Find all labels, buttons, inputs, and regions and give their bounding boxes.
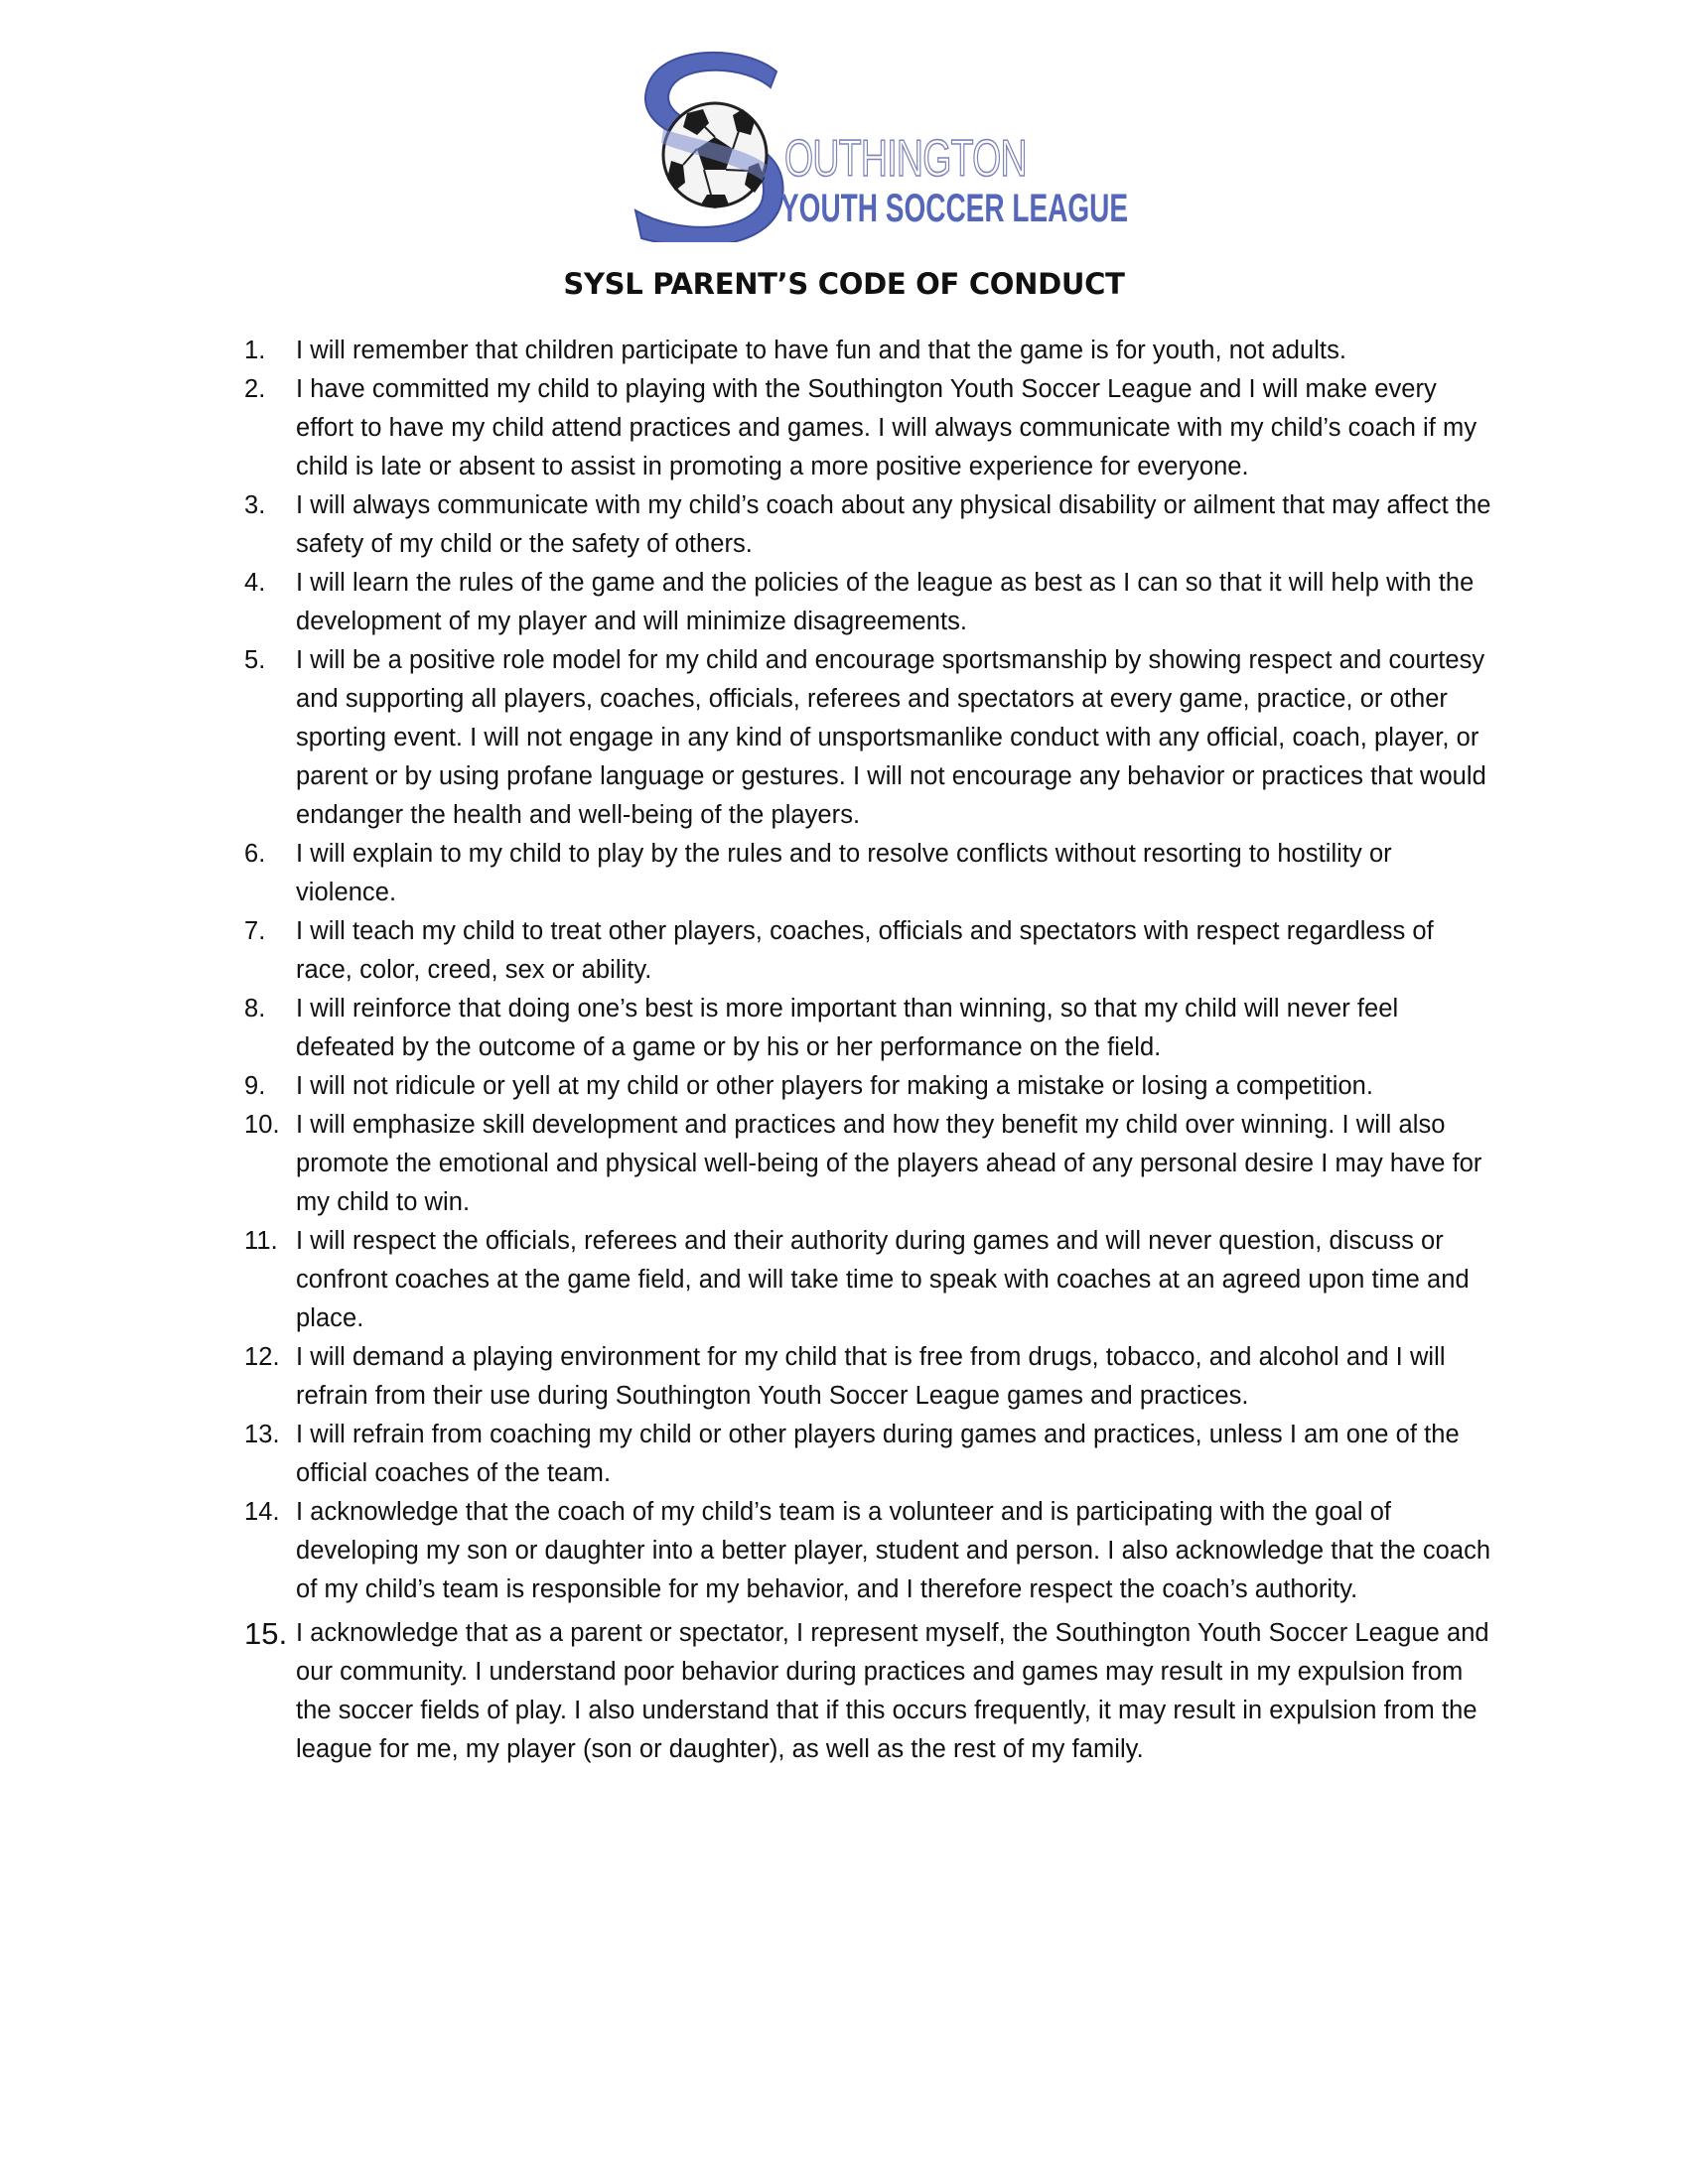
rule-number: 1. <box>244 337 266 364</box>
rule-text: I will always communicate with my child’s coach about any physical disability or ailment that may affect the safety of my child or the safety of others. <box>296 491 1491 558</box>
logo-text-southington: OUTHINGTON <box>784 130 1027 188</box>
league-logo <box>628 44 1129 242</box>
rule-text: I will remember that children participate to have fun and that the game is for youth, not adults. <box>296 337 1347 364</box>
rule-number: 9. <box>244 1072 266 1100</box>
rule-item <box>244 1067 1495 1106</box>
rule-text: I will emphasize skill development and practices and how they benefit my child over winning. I will also promote the emotional and physical well-being of the players ahead of any personal desire I may have for my child to win. <box>296 1111 1482 1216</box>
rule-number: 15. <box>244 1616 288 1651</box>
rule-number: 6. <box>244 840 266 868</box>
rule-item <box>244 1222 1495 1338</box>
rule-number: 4. <box>244 569 266 597</box>
rule-item <box>244 486 1495 564</box>
page-title: SYSL PARENT’S CODE OF CONDUCT <box>563 267 1125 301</box>
rule-text: I will respect the officials, referees and their authority during games and will never question, discuss or confront coaches at the game field, and will take time to speak with coaches at an agreed upon time and place. <box>296 1227 1470 1332</box>
rule-number: 7. <box>244 917 266 945</box>
rule-number: 2. <box>244 375 266 403</box>
rule-text: I will teach my child to treat other players, coaches, officials and spectators with respect regardless of race, color, creed, sex or ability. <box>296 917 1434 984</box>
rule-text: I acknowledge that as a parent or spectator, I represent myself, the Southington Youth Soccer League and our community. I understand poor behavior during practices and games may result in my expulsion from the soccer fields of play. I also understand that if this occurs frequently, it may result in expulsion from the league for me, my player (son or daughter), as well as the rest of my family. <box>296 1619 1489 1763</box>
rule-item <box>244 1493 1495 1609</box>
rule-item <box>244 564 1495 641</box>
rule-number: 3. <box>244 491 266 519</box>
rule-item <box>244 1614 1495 1769</box>
rule-text: I will be a positive role model for my child and encourage sportsmanship by showing respect and courtesy and supporting all players, coaches, officials, referees and spectators at every game, practice, or other sporting event. I will not engage in any kind of unsportsmanlike conduct with any official, coach, player, or parent or by using profane language or gestures. I will not encourage any behavior or practices that would endanger the health and well-being of the players. <box>296 646 1486 829</box>
rule-text: I will refrain from coaching my child or other players during games and practices, unless I am one of the official coaches of the team. <box>296 1421 1460 1487</box>
rule-number: 11. <box>244 1227 278 1255</box>
logo-text-youth-soccer-league: YOUTH SOCCER LEAGUE <box>780 187 1129 230</box>
rule-number: 10. <box>244 1111 280 1139</box>
rule-item <box>244 1106 1495 1222</box>
rule-item <box>244 912 1495 990</box>
rule-number: 12. <box>244 1343 280 1371</box>
rule-item <box>244 1338 1495 1416</box>
rule-item <box>244 370 1495 486</box>
rule-text: I will demand a playing environment for my child that is free from drugs, tobacco, and alcohol and I will refrain from their use during Southington Youth Soccer League games and practices. <box>296 1343 1446 1410</box>
rule-item <box>244 332 1495 370</box>
rule-text: I have committed my child to playing with the Southington Youth Soccer League and I will make every effort to have my child attend practices and games. I will always communicate with my child’s coach if my child is late or absent to assist in promoting a more positive experience for everyone. <box>296 375 1477 480</box>
rule-text: I will learn the rules of the game and the policies of the league as best as I can so that it will help with the development of my player and will minimize disagreements. <box>296 569 1475 635</box>
rule-text: I acknowledge that the coach of my child’s team is a volunteer and is participating with the goal of developing my son or daughter into a better player, student and person. I also acknowledge that the coach of my child’s team is responsible for my behavior, and I therefore respect the coach’s authority. <box>296 1498 1491 1603</box>
rule-item <box>244 641 1495 835</box>
rule-text: I will explain to my child to play by the rules and to resolve conflicts without resorting to hostility or violence. <box>296 840 1392 906</box>
rule-text: I will reinforce that doing one’s best is more important than winning, so that my child will never feel defeated by the outcome of a game or by his or her performance on the field. <box>296 995 1399 1061</box>
rule-text: I will not ridicule or yell at my child or other players for making a mistake or losing a competition. <box>296 1072 1374 1100</box>
rule-item <box>244 990 1495 1067</box>
rule-number: 8. <box>244 995 266 1023</box>
rule-item <box>244 1416 1495 1493</box>
rule-item <box>244 835 1495 912</box>
rule-number: 5. <box>244 646 266 674</box>
rule-number: 14. <box>244 1498 280 1526</box>
conduct-rules-list <box>244 332 1495 1769</box>
rule-number: 13. <box>244 1421 280 1448</box>
